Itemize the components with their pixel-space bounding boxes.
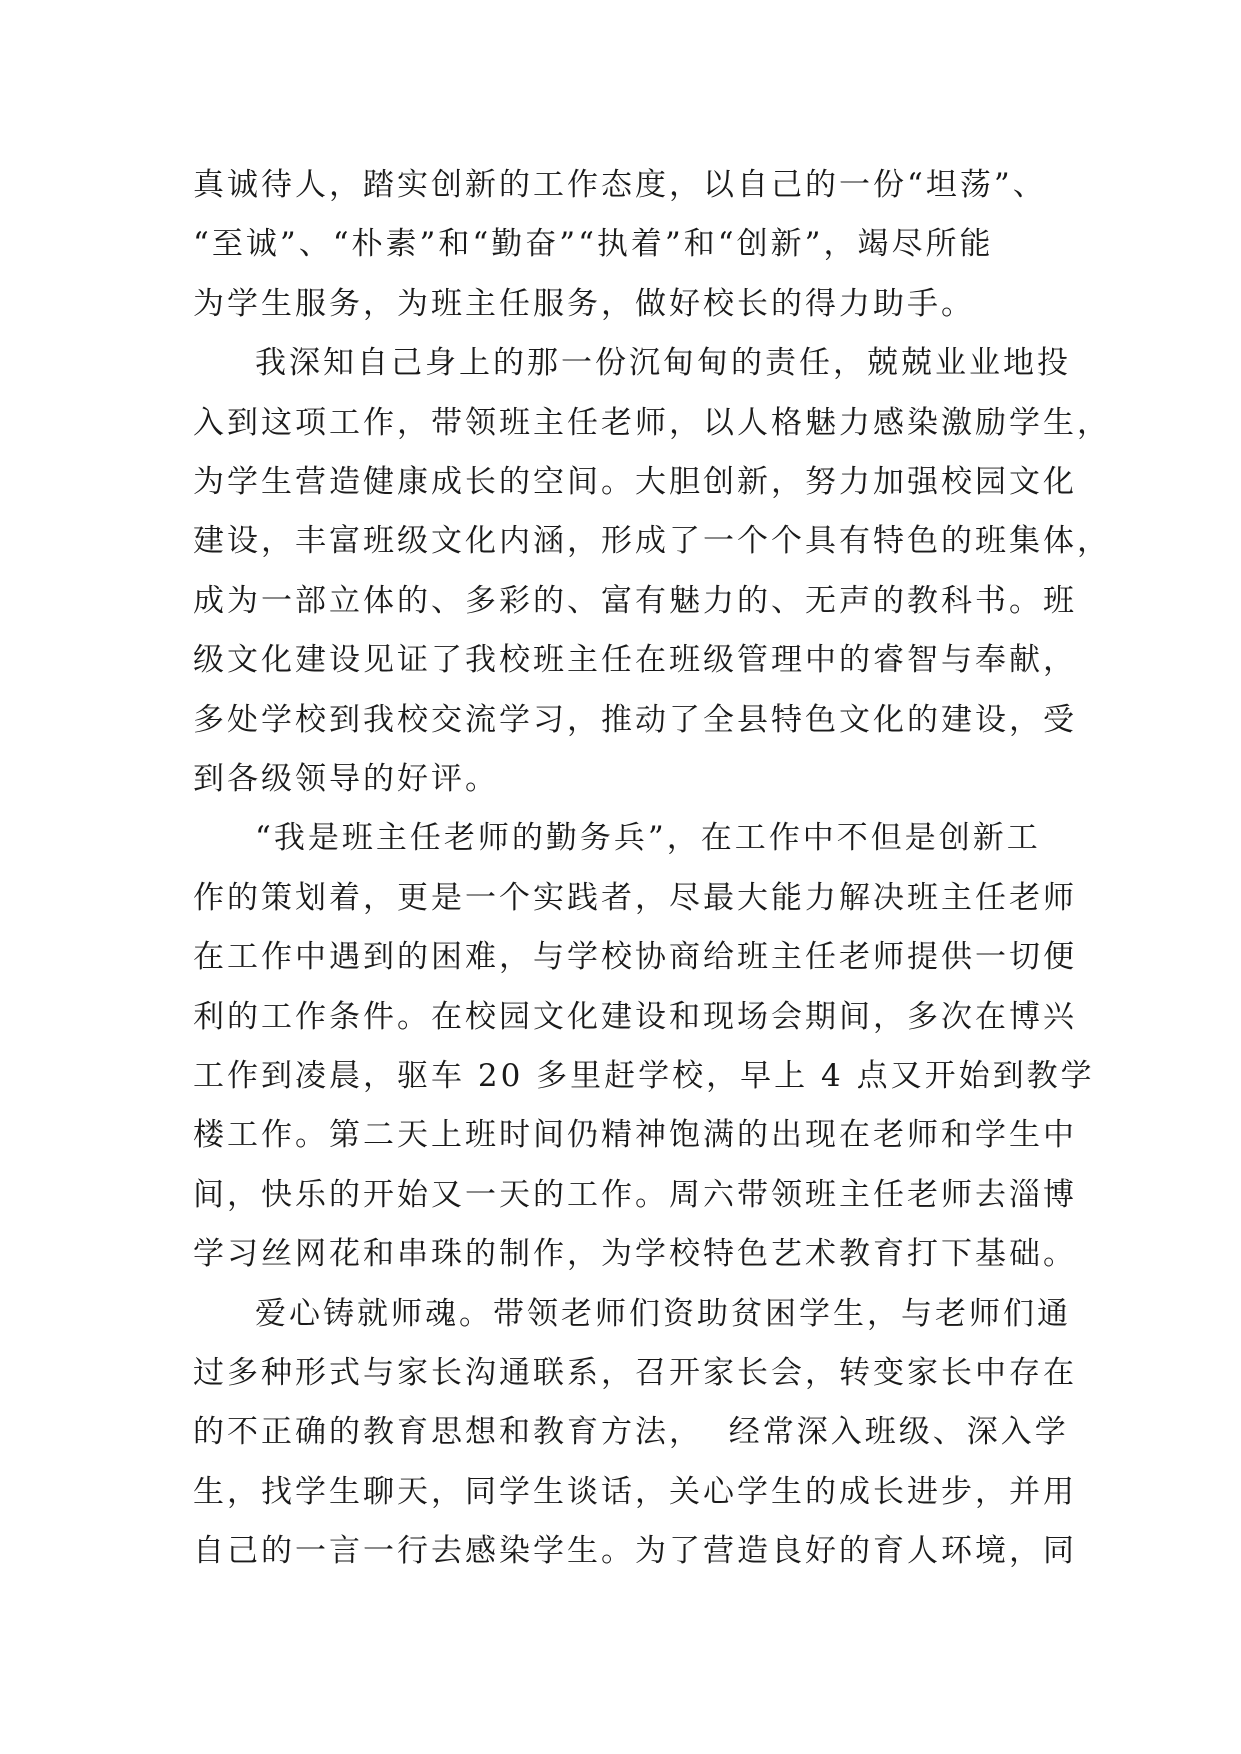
text-line: 工作到凌晨，驱车 20 多里赶学校，早上 4 点又开始到教学: [193, 1058, 1095, 1094]
text-line: 学习丝网花和串珠的制作，为学校特色艺术教育打下基础。: [193, 1236, 1077, 1273]
text-line: 在工作中遇到的困难，与学校协商给班主任老师提供一切便: [193, 939, 1077, 976]
text-line: 为学生服务，为班主任服务，做好校长的得力助手。: [193, 285, 975, 322]
text-line: 间，快乐的开始又一天的工作。周六带领班主任老师去淄博: [193, 1176, 1077, 1213]
text-line: 利的工作条件。在校园文化建设和现场会期间，多次在博兴: [193, 998, 1077, 1035]
text-line: 真诚待人，踏实创新的工作态度，以自己的一份“坦荡”、: [193, 167, 1047, 203]
text-line: 过多种形式与家长沟通联系，召开家长会，转变家长中存在: [193, 1355, 1077, 1391]
text-line: 建设，丰富班级文化内涵，形成了一个个具有特色的班集体，: [193, 523, 1111, 560]
text-line: “至诚”、“朴素”和“勤奋”“执着”和“创新”，竭尽所能: [193, 226, 994, 263]
text-line: 楼工作。第二天上班时间仍精神饱满的出现在老师和学生中: [193, 1117, 1077, 1154]
text-line: 多处学校到我校交流学习，推动了全县特色文化的建设，受: [193, 701, 1077, 738]
text-line: 成为一部立体的、多彩的、富有魅力的、无声的教科书。班: [193, 582, 1077, 619]
text-line: 生，找学生聊天，同学生谈话，关心学生的成长进步，并用: [193, 1473, 1077, 1510]
text-line: “我是班主任老师的勤务兵”，在工作中不但是创新工: [255, 820, 1041, 857]
text-line: 作的策划着，更是一个实践者，尽最大能力解决班主任老师: [193, 879, 1077, 916]
body-text: [193, 160, 1222, 1720]
text-line: 级文化建设见证了我校班主任在班级管理中的睿智与奉献，: [193, 642, 1077, 679]
text-line: 的不正确的教育思想和教育方法， 经常深入班级、深入学: [193, 1414, 1069, 1451]
text-line: 到各级领导的好评。: [193, 761, 499, 797]
text-line: 爱心铸就师魂。带领老师们资助贫困学生，与老师们通: [255, 1295, 1071, 1332]
text-line: 入到这项工作，带领班主任老师，以人格魅力感染激励学生，: [193, 404, 1111, 441]
text-line: 我深知自己身上的那一份沉甸甸的责任，兢兢业业地投: [255, 345, 1071, 382]
text-line: 自己的一言一行去感染学生。为了营造良好的育人环境，同: [193, 1533, 1077, 1570]
text-line: 为学生营造健康成长的空间。大胆创新，努力加强校园文化: [193, 464, 1077, 500]
